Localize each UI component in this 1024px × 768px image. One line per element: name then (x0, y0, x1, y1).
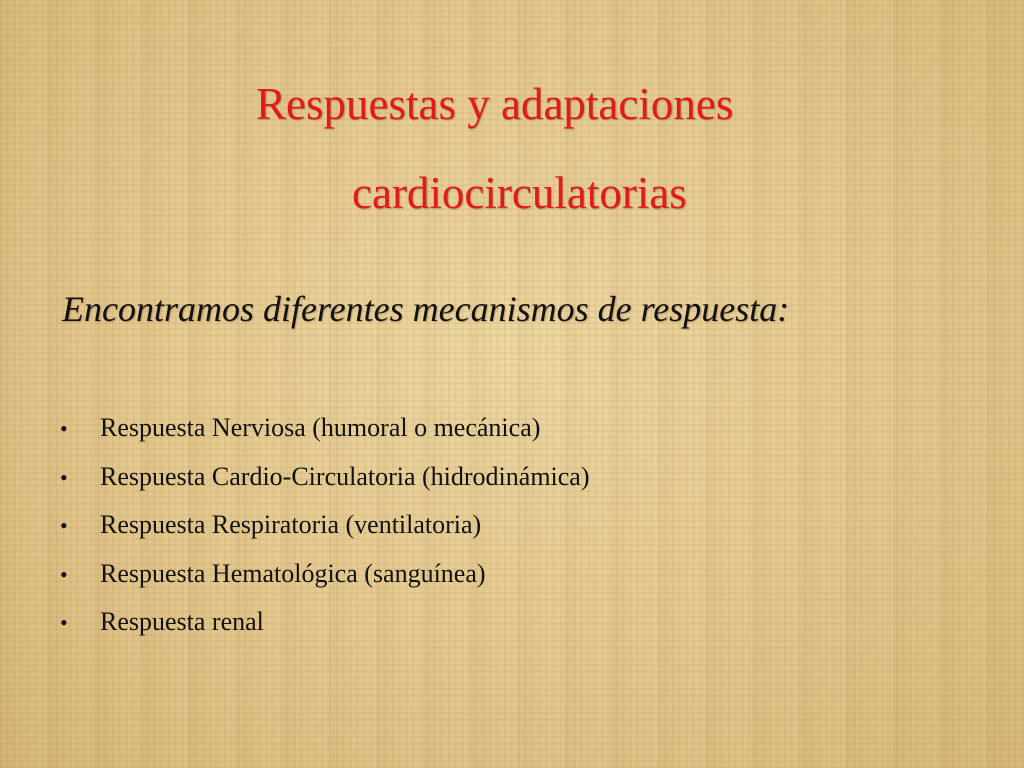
slide-title-line-2: cardiocirculatorias (352, 168, 687, 218)
bullet-dot-icon: • (60, 561, 68, 587)
slide-title-line-1: Respuestas y adaptaciones (256, 79, 734, 129)
bullet-dot-icon: • (60, 610, 68, 635)
bullet-item (60, 462, 590, 511)
bullet-item (60, 559, 590, 608)
slide-subtitle: Encontramos diferentes mecanismos de respuesta: (62, 289, 790, 329)
bullet-list (60, 413, 590, 656)
bullet-dot-icon: • (60, 464, 68, 490)
bullet-item (60, 510, 590, 559)
bullet-item-text: Respuesta renal (100, 607, 264, 636)
bullet-item (60, 413, 590, 462)
bullet-item-text: Respuesta Cardio-Circulatoria (hidrodinámica) (100, 461, 590, 491)
bullet-item (60, 607, 590, 656)
bullet-dot-icon: • (60, 416, 68, 441)
bullet-dot-icon: • (60, 513, 68, 538)
bullet-item-text: Respuesta Hematológica (sanguínea) (100, 558, 486, 588)
bullet-item-text: Respuesta Respiratoria (ventilatoria) (100, 510, 482, 539)
bullet-item-text: Respuesta Nerviosa (humoral o mecánica) (100, 413, 541, 442)
